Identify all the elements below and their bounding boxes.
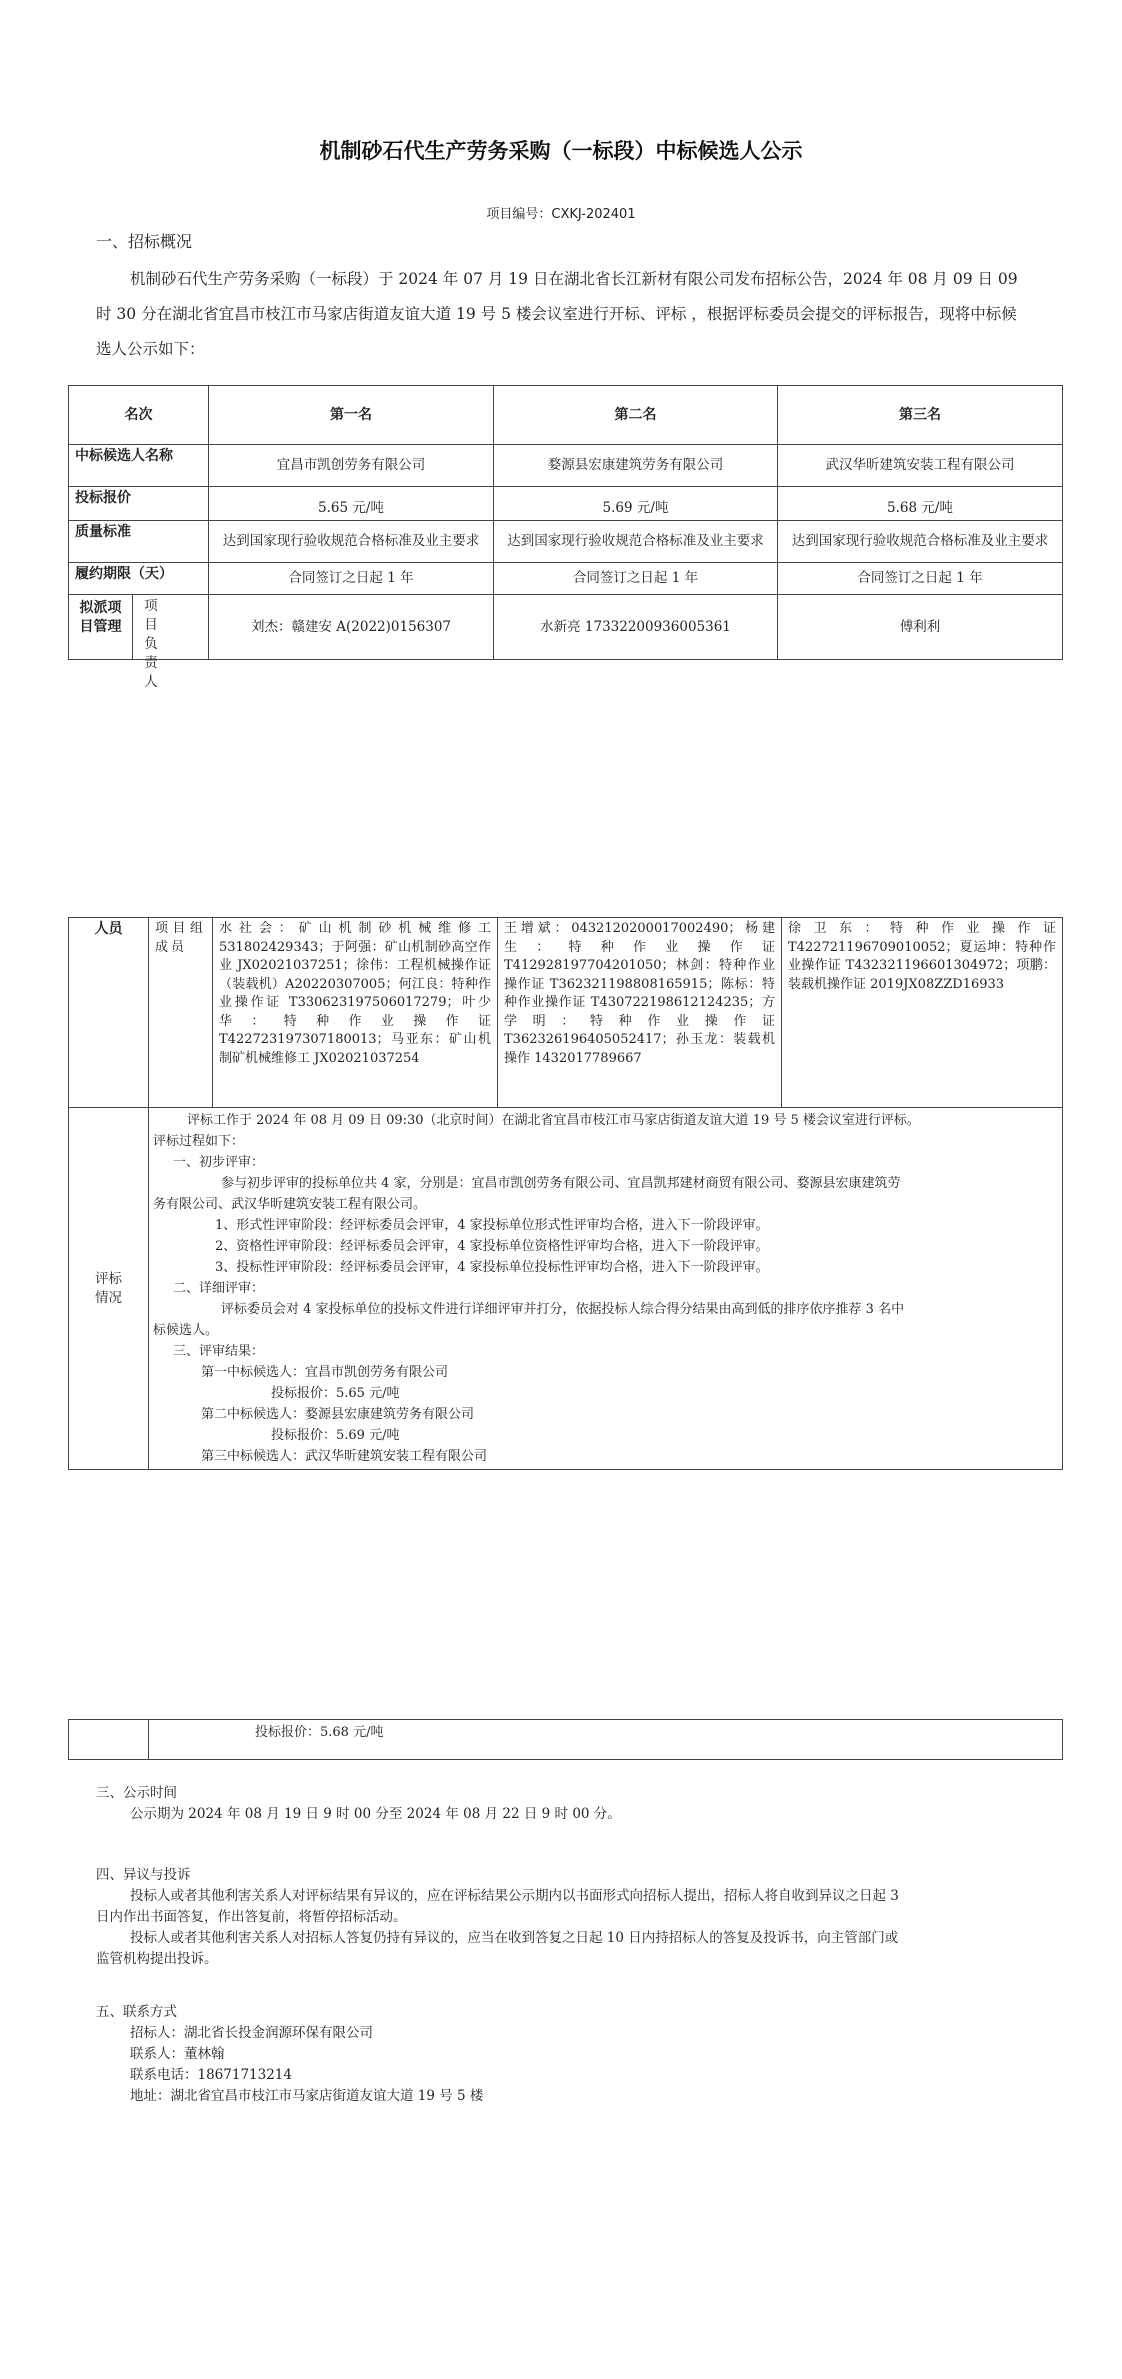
period-first: 合同签订之日起 1 年 <box>209 563 494 595</box>
section4-line: 投标人或者其他利害关系人对招标人答复仍持有异议的，应当在收到答复之日起 10 日内持招标人的答复及投诉书，向主管部门或 <box>130 1930 899 1946</box>
row-label-candidate: 中标候选人名称 <box>69 445 209 487</box>
manager-third: 傅利利 <box>778 595 1063 660</box>
row-label-evaluation: 评标情况 <box>69 1108 149 1470</box>
row-label-personnel: 人员 <box>69 918 149 1108</box>
section3-text: 公示期为 2024 年 08 月 19 日 9 时 00 分至 2024 年 08 月 22 日 9 时 00 分。 <box>130 1806 621 1822</box>
row-label-price: 投标报价 <box>69 487 209 521</box>
section4-line: 日内作出书面答复，作出答复前，将暂停招标活动。 <box>96 1909 407 1925</box>
candidate-second: 婺源县宏康建筑劳务有限公司 <box>494 445 778 487</box>
section4 <box>96 1865 899 1970</box>
price-first: 5.65 元/吨 <box>209 487 494 521</box>
eval-line: 参与初步评审的投标单位共 4 家，分别是：宜昌市凯创劳务有限公司、宜昌凯邦建材商贸有限公司、婺源县宏康建筑劳 <box>221 1176 901 1191</box>
eval-line: 三、评审结果： <box>173 1344 265 1359</box>
section4-heading: 四、异议与投诉 <box>96 1867 191 1883</box>
contact-line: 联系电话：18671713214 <box>130 2067 292 2083</box>
section3 <box>96 1783 621 1825</box>
manager-sub-label: 项目负责人 <box>144 598 160 690</box>
section3-heading: 三、公示时间 <box>96 1785 177 1801</box>
section5 <box>96 2002 483 2107</box>
evaluation-content <box>149 1108 1063 1470</box>
eval-line: 第三中标候选人：武汉华昕建筑安装工程有限公司 <box>201 1449 488 1464</box>
header-rank: 名次 <box>69 386 209 445</box>
header-second: 第二名 <box>494 386 778 445</box>
eval-line: 第二中标候选人：婺源县宏康建筑劳务有限公司 <box>201 1407 475 1422</box>
manager-first: 刘杰：赣建安 A(2022)0156307 <box>209 595 494 660</box>
row-label-period: 履约期限（天） <box>69 563 209 595</box>
quality-third: 达到国家现行验收规范合格标准及业主要求 <box>778 521 1063 563</box>
evaluation-continued: 投标报价：5.68 元/吨 <box>149 1720 1063 1760</box>
eval-line: 标候选人。 <box>153 1323 219 1338</box>
contact-line: 地址：湖北省宜昌市枝江市马家店街道友谊大道 19 号 5 楼 <box>130 2088 484 2104</box>
manager-second: 水新亮 17332200936005361 <box>494 595 778 660</box>
eval-line: 1、形式性评审阶段：经评标委员会评审，4 家投标单位形式性评审均合格，进入下一阶段评审。 <box>215 1218 769 1233</box>
row-label-quality: 质量标准 <box>69 521 209 563</box>
section4-line: 监管机构提出投诉。 <box>96 1951 218 1967</box>
period-second: 合同签订之日起 1 年 <box>494 563 778 595</box>
period-third: 合同签订之日起 1 年 <box>778 563 1063 595</box>
eval-line: 二、详细评审： <box>173 1281 265 1296</box>
header-first: 第一名 <box>209 386 494 445</box>
eval-line: 第一中标候选人：宜昌市凯创劳务有限公司 <box>201 1365 449 1380</box>
personnel-first: 水社会：矿山机制砂机械维修工 531802429343；于阿强：矿山机制砂高空作业 JX02021037251；徐伟：工程机械操作证（装载机）A20220307005；何江良：特种作业操作证 T330623197506017279；叶少华：特种作业操作证 T422723197307180013；马亚东：矿山机制矿机械维修工 JX02021037254 <box>213 918 498 1108</box>
continued-empty-cell <box>69 1720 149 1760</box>
section5-heading: 五、联系方式 <box>96 2004 177 2020</box>
project-number: 项目编号：CXKJ-202401 <box>486 207 636 222</box>
eval-line: 投标报价：5.69 元/吨 <box>271 1428 400 1443</box>
candidate-table <box>68 385 1063 690</box>
eval-line: 务有限公司、武汉华昕建筑安装工程有限公司。 <box>153 1197 427 1212</box>
eval-line: 评标过程如下： <box>153 1134 245 1149</box>
page-title: 机制砂石代生产劳务采购（一标段）中标候选人公示 <box>319 139 803 163</box>
quality-second: 达到国家现行验收规范合格标准及业主要求 <box>494 521 778 563</box>
section1-heading: 一、招标概况 <box>96 232 193 251</box>
personnel-third: 徐卫东：特种作业操作证 T422721196709010052；夏运坤：特种作业操作证 T432321196601304972；项鹏：装载机操作证 2019JX08ZZD16933 <box>782 918 1063 1108</box>
price-third: 5.68 元/吨 <box>778 487 1063 521</box>
row-label-manager: 拟派项目管理 <box>69 595 133 659</box>
candidate-third: 武汉华昕建筑安装工程有限公司 <box>778 445 1063 487</box>
section1-paragraph: 机制砂石代生产劳务采购（一标段）于 2024 年 07 月 19 日在湖北省长江新材有限公司发布招标公告，2024 年 08 月 09 日 09 时 30 分在湖北省宜昌市枝江市马家店街道友谊大道 19 号 5 楼会议室进行开标、评标 ，根据评标委员会提交的评标报告，现将中标候选人公示如下： <box>96 270 1018 358</box>
section4-line: 投标人或者其他利害关系人对评标结果有异议的，应在评标结果公示期内以书面形式向招标人提出，招标人将自收到异议之日起 3 <box>130 1888 899 1904</box>
eval-line: 2、资格性评审阶段：经评标委员会评审，4 家投标单位资格性评审均合格，进入下一阶段评审。 <box>215 1239 769 1254</box>
personnel-second: 王增斌：0432120200017002490；杨建生：特种作业操作证 T412928197704201050；林剑：特种作业操作证 T362321198808165915；陈标：特种作业操作证 T430722198612124235；方学明：特种作业操作证 T362326196405052417；孙玉龙：装载机操作 1432017789667 <box>498 918 782 1108</box>
manager-label-cell <box>69 595 209 690</box>
personnel-evaluation-table <box>68 917 1063 1470</box>
quality-first: 达到国家现行验收规范合格标准及业主要求 <box>209 521 494 563</box>
contact-line: 联系人：董林翰 <box>130 2046 225 2062</box>
contact-line: 招标人：湖北省长投金润源环保有限公司 <box>130 2025 373 2041</box>
personnel-sub-label: 项目组成员 <box>149 918 213 1108</box>
candidate-first: 宜昌市凯创劳务有限公司 <box>209 445 494 487</box>
eval-line: 一、初步评审： <box>173 1155 265 1170</box>
eval-line: 评标工作于 2024 年 08 月 09 日 09:30（北京时间）在湖北省宜昌市枝江市马家店街道友谊大道 19 号 5 楼会议室进行评标。 <box>187 1113 920 1128</box>
header-third: 第三名 <box>778 386 1063 445</box>
price-second: 5.69 元/吨 <box>494 487 778 521</box>
eval-line: 评标委员会对 4 家投标单位的投标文件进行详细评审并打分，依据投标人综合得分结果由高到低的排序依序推荐 3 名中 <box>221 1302 905 1317</box>
eval-line: 3、投标性评审阶段：经评标委员会评审，4 家投标单位投标性评审均合格，进入下一阶段评审。 <box>215 1260 769 1275</box>
evaluation-continued-table <box>68 1719 1063 1760</box>
eval-line: 投标报价：5.65 元/吨 <box>271 1386 400 1401</box>
